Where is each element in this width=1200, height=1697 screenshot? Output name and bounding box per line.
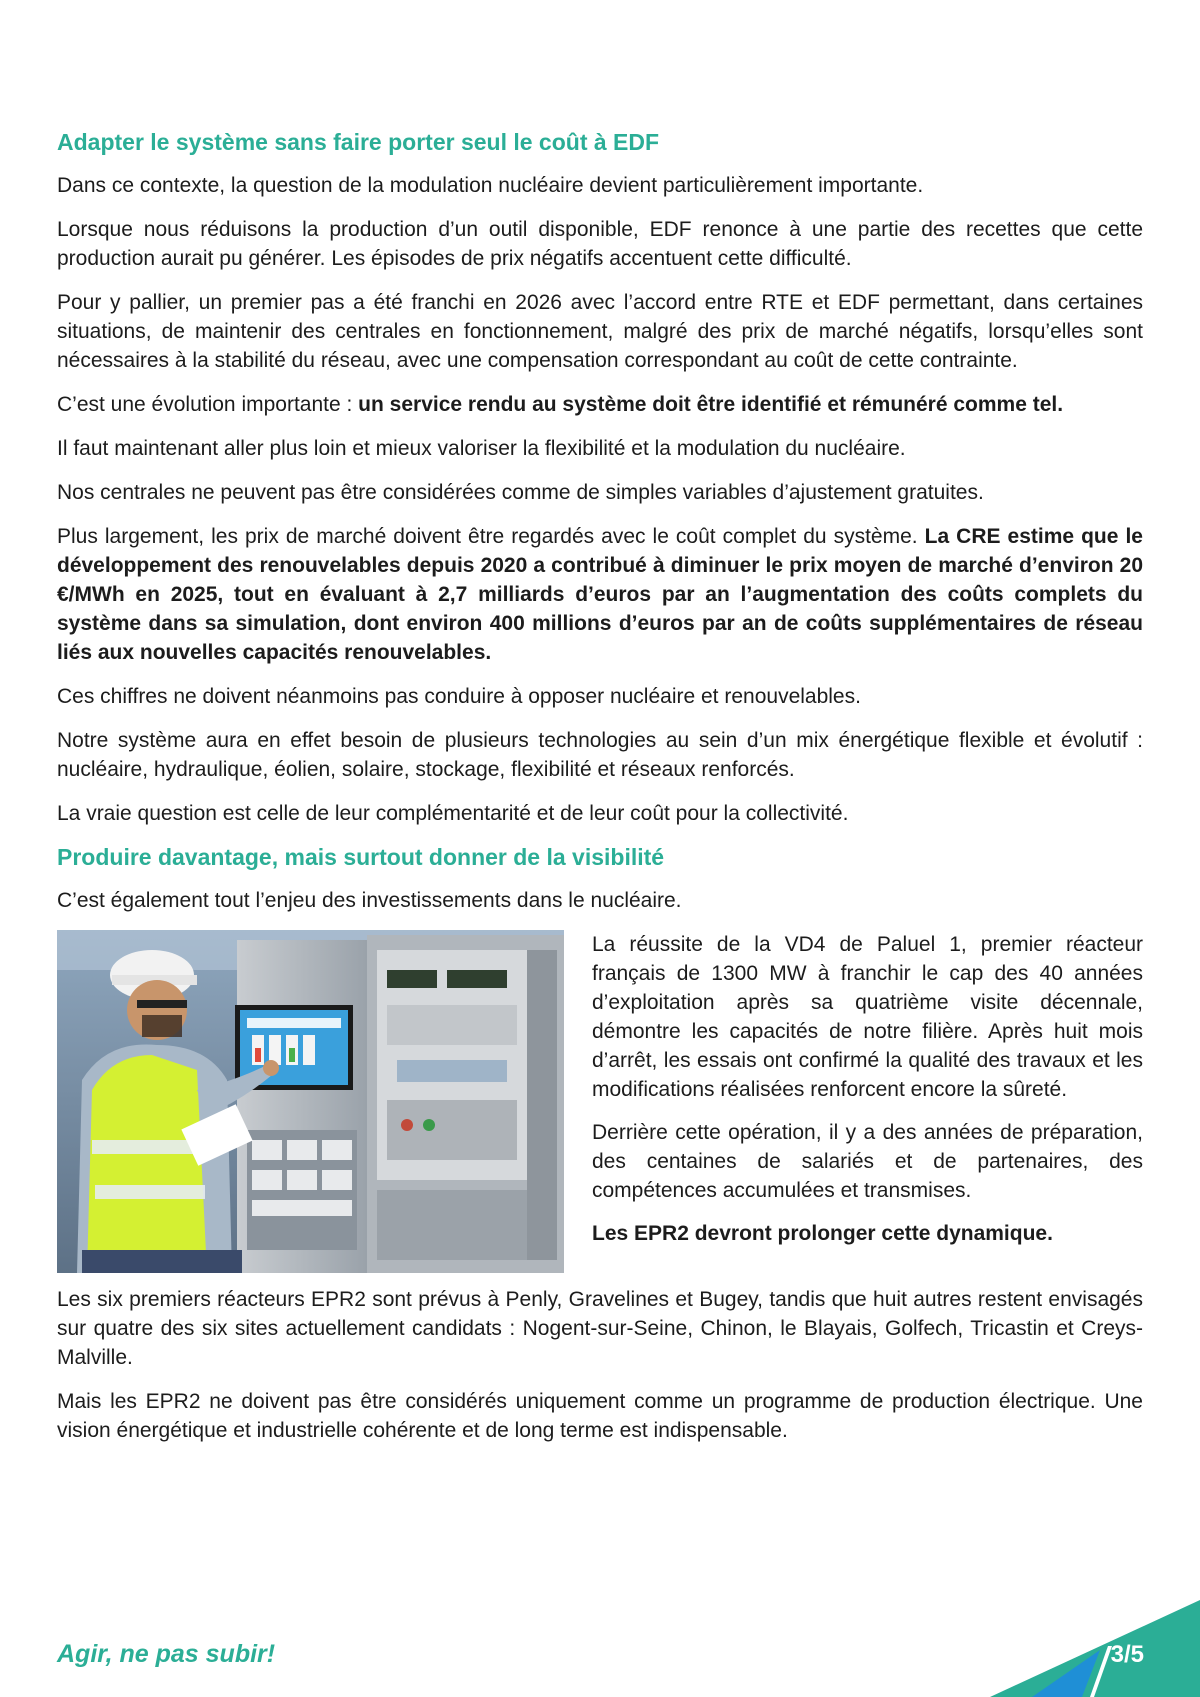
footer-slogan: Agir, ne pas subir! xyxy=(57,1640,276,1668)
paragraph: Lorsque nous réduisons la production d’un outil disponible, EDF renonce à une partie des recettes que cette production aurait pu générer. Les épisodes de prix négatifs accentuent cette difficulté. xyxy=(57,217,1143,270)
section-heading-adapter: Adapter le système sans faire porter seul le coût à EDF xyxy=(57,129,660,155)
paragraph: Dans ce contexte, la question de la modulation nucléaire devient particulièrement importante. xyxy=(57,173,924,197)
paragraph: Il faut maintenant aller plus loin et mieux valoriser la flexibilité et la modulation du nucléaire. xyxy=(57,436,906,460)
paragraph-text: C’est une évolution importante : xyxy=(57,392,359,416)
page-number: 3/5 xyxy=(1110,1641,1144,1668)
paragraph: Mais les EPR2 ne doivent pas être considérés uniquement comme un programme de production électrique. Une vision énergétique et industrielle cohérente et de long terme est indispensable. xyxy=(57,1389,1143,1442)
technician-control-room-photo xyxy=(57,930,564,1273)
paragraph xyxy=(592,1219,1143,1248)
paragraph: C’est également tout l’enjeu des investissements dans le nucléaire. xyxy=(57,888,682,912)
paragraph-emphasis: Les EPR2 devront prolonger cette dynamique. xyxy=(592,1221,1053,1245)
paragraph-emphasis: un service rendu au système doit être identifié et rémunéré comme tel. xyxy=(358,392,1064,416)
paragraph-emphasis: La CRE estime que le développement des renouvelables depuis 2020 a contribué à diminuer le prix moyen de marché d’environ 20 €/MWh en 2025, tout en évaluant à 2,7 milliards d’euros par an l’augmentation des coûts complets du système dans sa simulation, dont environ 400 millions d’euros par an de coûts supplémentaires de réseau liés aux nouvelles capacités renouvelables. xyxy=(57,524,1143,664)
paragraph: Pour y pallier, un premier pas a été franchi en 2026 avec l’accord entre RTE et EDF permettant, dans certaines situations, de maintenir des centrales en fonctionnement, malgré des prix de marché négatifs, lorsqu’elles sont nécessaires à la stabilité du réseau, avec une compensation correspondant au coût de cette contrainte. xyxy=(57,290,1143,372)
document-body xyxy=(57,128,1143,1460)
paragraph-text: Plus largement, les prix de marché doivent être regardés avec le coût complet du système. xyxy=(57,524,925,548)
paragraph: Ces chiffres ne doivent néanmoins pas conduire à opposer nucléaire et renouvelables. xyxy=(57,684,861,708)
paragraph: La réussite de la VD4 de Paluel 1, premier réacteur français de 1300 MW à franchir le cap des 40 années d’exploitation après sa quatrième visite décennale, démontre les capacités de notre filière. Après huit mois d’arrêt, les essais ont confirmé la qualité des travaux et les modifications réalisées renforcent encore la sûreté. xyxy=(592,932,1143,1101)
photo-text-row xyxy=(57,930,1143,1273)
paragraph: Nos centrales ne peuvent pas être considérées comme de simples variables d’ajustement gratuites. xyxy=(57,480,984,504)
paragraph: Notre système aura en effet besoin de plusieurs technologies au sein d’un mix énergétique flexible et évolutif : nucléaire, hydraulique, éolien, solaire, stockage, flexibilité et réseaux renforcés. xyxy=(57,728,1143,781)
paragraph xyxy=(57,522,1143,667)
section-heading-produire: Produire davantage, mais surtout donner de la visibilité xyxy=(57,843,665,870)
paragraph xyxy=(57,390,1143,419)
paragraph: Les six premiers réacteurs EPR2 sont prévus à Penly, Gravelines et Bugey, tandis que huit autres restent envisagés sur quatre des six sites actuellement candidats : Nogent-sur-Seine, Chinon, le Blayais, Golfech, Tricastin et Creys-Malville. xyxy=(57,1287,1143,1369)
paragraph: La vraie question est celle de leur complémentarité et de leur coût pour la collectivité. xyxy=(57,801,849,825)
photo-side-text xyxy=(592,930,1143,1273)
corner-decoration xyxy=(990,1562,1200,1697)
paragraph: Derrière cette opération, il y a des années de préparation, des centaines de salariés et de partenaires, des compétences accumulées et transmises. xyxy=(592,1120,1143,1202)
